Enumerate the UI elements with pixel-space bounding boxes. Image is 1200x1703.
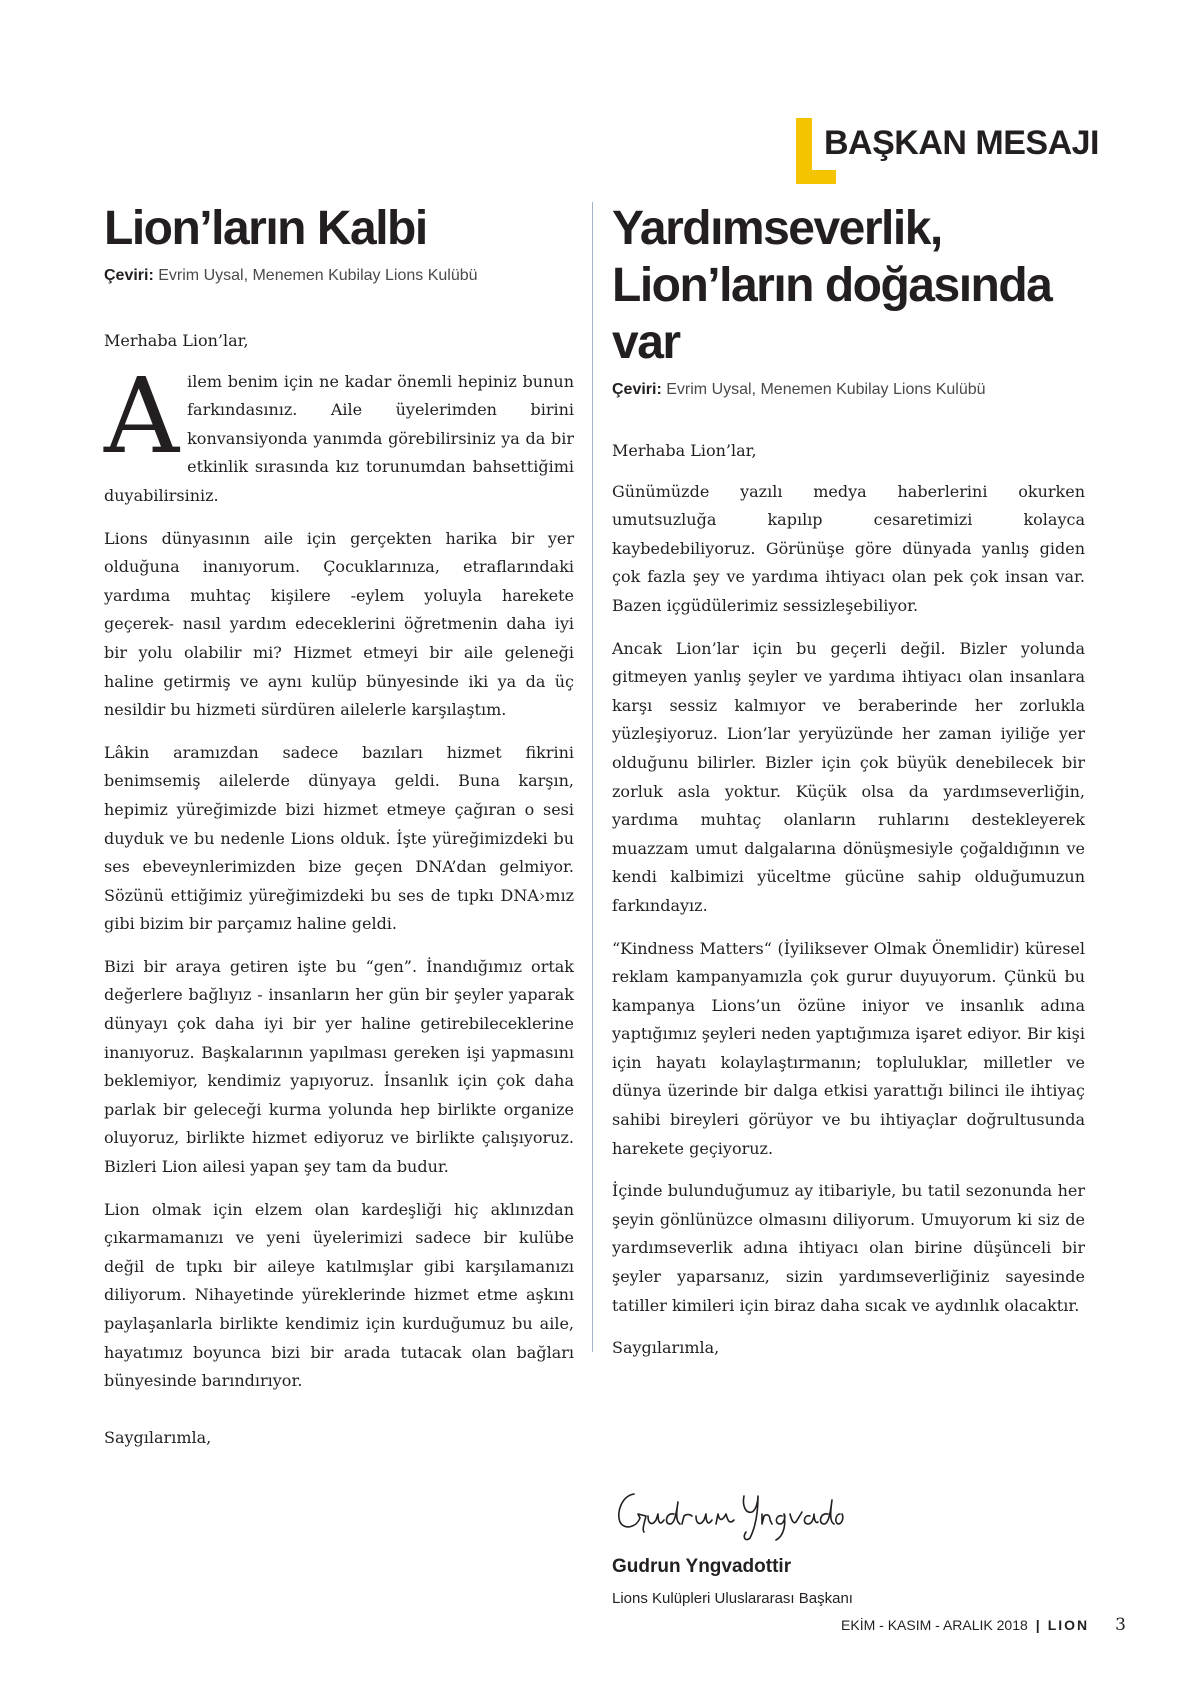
- right-article-paragraph: İçinde bulunduğumuz ay itibariyle, bu tatil sezonunda her şeyin gönlünüzce olmasını diliyorum. Umuyorum ki siz de yardımseverlik adına ihtiyacı olan birine düşünceli bir şeyler yaparsanız, sizin yardımseverliğiniz sayesinde tatiller kimileri için biraz daha sıcak ve aydınlık olacaktır.: [612, 1181, 1085, 1315]
- section-bracket-horizontal: [796, 170, 836, 184]
- left-article-paragraph: Lions dünyasının aile için gerçekten harika bir yer olduğuna inanıyorum. Çocuklarınıza, etraflarındaki yardıma muhtaç kişilere -eylem yoluyla harekete geçerek- nasıl yardım edeceklerini öğretmenin daha iyi bir yolu olabilir mi? Hizmet etmeyi bir aile geleneği haline getirmiş ve aynı kulüp bünyesinde iki ya da üç nesildir bu hizmeti sürdüren ailelerle karşılaştım.: [104, 528, 574, 720]
- paragraph-text: ilem benim için ne kadar önemli hepiniz bunun farkındasınız. Aile üyelerimden birini konvansiyonda yanımda görebilirsiniz ya da bir etkinlik sırasında kız torunumdan bahsettiğimi duyabilirsiniz.: [104, 371, 574, 505]
- left-article-paragraph: Lion olmak için elzem olan kardeşliği hiç aklınızdan çıkarmamanızı ve yeni üyelerimizi sadece bir kulübe değil de tıpkı bir aileye katılmışlar gibi karşılamanızı diliyorum. Nihayetinde yüreklerinde hizmet etme aşkını paylaşanlarla birlikte kendimiz için kurduğumuz bu aile, hayatımız boyunca bizi bir arada tutacak olan bağları bünyesinde barındırıyor.: [104, 1199, 574, 1391]
- title-line: Yardımseverlik,: [612, 202, 942, 255]
- left-article-paragraph: [104, 354, 574, 511]
- right-article-greeting: Merhaba Lion’lar,: [612, 441, 757, 460]
- right-article-translator: [612, 381, 1085, 399]
- signer-title: Lions Kulüpleri Uluslararası Başkanı: [612, 1590, 853, 1607]
- left-article: [104, 200, 574, 1452]
- right-article-title: [612, 200, 1085, 371]
- translator-name: Evrim Uysal, Menemen Kubilay Lions Kulübü: [158, 267, 478, 284]
- right-article-closing: Saygılarımla,: [612, 1338, 720, 1358]
- left-article-translator: [104, 267, 574, 285]
- column-divider: [592, 202, 593, 1352]
- right-article-paragraph: “Kindness Matters“ (İyiliksever Olmak Önemlidir) küresel reklam kampanyamızla çok gurur duyuyorum. Çünkü bu kampanya Lions’un özüne iniyor ve insanlık adına yaptığımız şeyleri neden yaptığımıza işaret ediyor. Bir kişi için hayatı kolaylaştırmanın; topluluklar, milletler ve dünya üzerinde bir dalga etkisi yarattığı bilinci ile ihtiyaç sahibi bireyleri görüyor ve bu ihtiyaçlar doğrultusunda harekete geçiyoruz.: [612, 938, 1085, 1158]
- issue-date: EKİM - KASIM - ARALIK 2018: [841, 1617, 1028, 1633]
- translator-name: Evrim Uysal, Menemen Kubilay Lions Kulübü: [666, 381, 986, 398]
- translator-label: Çeviri:: [104, 267, 154, 284]
- left-article-title: Lion’ların Kalbi: [104, 202, 427, 255]
- section-tag: [796, 118, 1099, 184]
- right-article: [612, 200, 1085, 1363]
- left-article-paragraph: Bizi bir araya getiren işte bu “gen”. İnandığımız ortak değerlere bağlıyız - insanların her gün bir şeyler yaparak dünyayı çok daha iyi bir yer haline getirebileceklerine inanıyoruz. Başkalarının yapılması gereken işi yapmasını beklemiyor, kendimiz yapıyoruz. İnsanlık için çok daha parlak bir geleceği kurma yolunda hep birlikte organize oluyoruz, birlikte hizmet ediyoruz ve birlikte çalışıyoruz. Bizleri Lion ailesi yapan şey tam da budur.: [104, 956, 574, 1177]
- right-article-paragraph: Günümüzde yazılı medya haberlerini okurken umutsuzluğa kapılıp cesaretimizi kolayca kaybedebiliyoruz. Görünüşe göre dünyada yanlış giden çok fazla şey ve yardıma ihtiyacı olan pek çok insan var. Bazen içgüdülerimiz sessizleşebiliyor.: [612, 481, 1085, 615]
- signer-name: Gudrun Yngvadottir: [612, 1556, 792, 1577]
- left-article-closing: Saygılarımla,: [104, 1427, 212, 1447]
- translator-label: Çeviri:: [612, 381, 662, 398]
- section-label: BAŞKAN MESAJI: [824, 124, 1099, 162]
- handwritten-signature: [612, 1478, 852, 1542]
- footer-separator: |: [1035, 1617, 1040, 1633]
- right-article-paragraph: Ancak Lion’lar için bu geçerli değil. Bizler yolunda gitmeyen yanlış şeyler ve yardıma ihtiyacı olan insanlara karşı sessiz kalmıyor ve beraberinde her zorlukla yüzleşiyoruz. Lion’lar yeryüzünde her zaman iyiliğe yer olduğunu bilirler. Bizler için çok büyük denebilecek bir zorluk asla yoktur. Küçük olsa da yardımseverliğin, yardıma muhtaç olanların ruhlarını destekleyerek muazzam umut dalgalarına dönüşmesiyle çoğaldığının ve kendi kalbimizi yüceltme gücüne sahip olduğumuzun farkındayız.: [612, 638, 1085, 915]
- page-number: 3: [1115, 1615, 1126, 1635]
- page-footer: [841, 1615, 1126, 1635]
- drop-cap: A: [104, 354, 180, 477]
- magazine-name: LION: [1047, 1617, 1090, 1633]
- left-article-paragraph: Lâkin aramızdan sadece bazıları hizmet fikrini benimsemiş ailelerde dünyaya geldi. Buna karşın, hepimiz yüreğimizde bizi hizmet etmeye çağıran o sesi duyduk ve bu nedenle Lions olduk. İşte yüreğimizdeki bu ses ebeveynlerimizden bize geçen DNA’dan gelmiyor. Sözünü ettiğimiz yüreğimizdeki bu ses de tıpkı DNA›mız gibi bizim bir parçamız haline geldi.: [104, 742, 574, 934]
- title-line: Lion’ların doğasında var: [612, 259, 1052, 369]
- left-article-greeting: Merhaba Lion’lar,: [104, 331, 249, 350]
